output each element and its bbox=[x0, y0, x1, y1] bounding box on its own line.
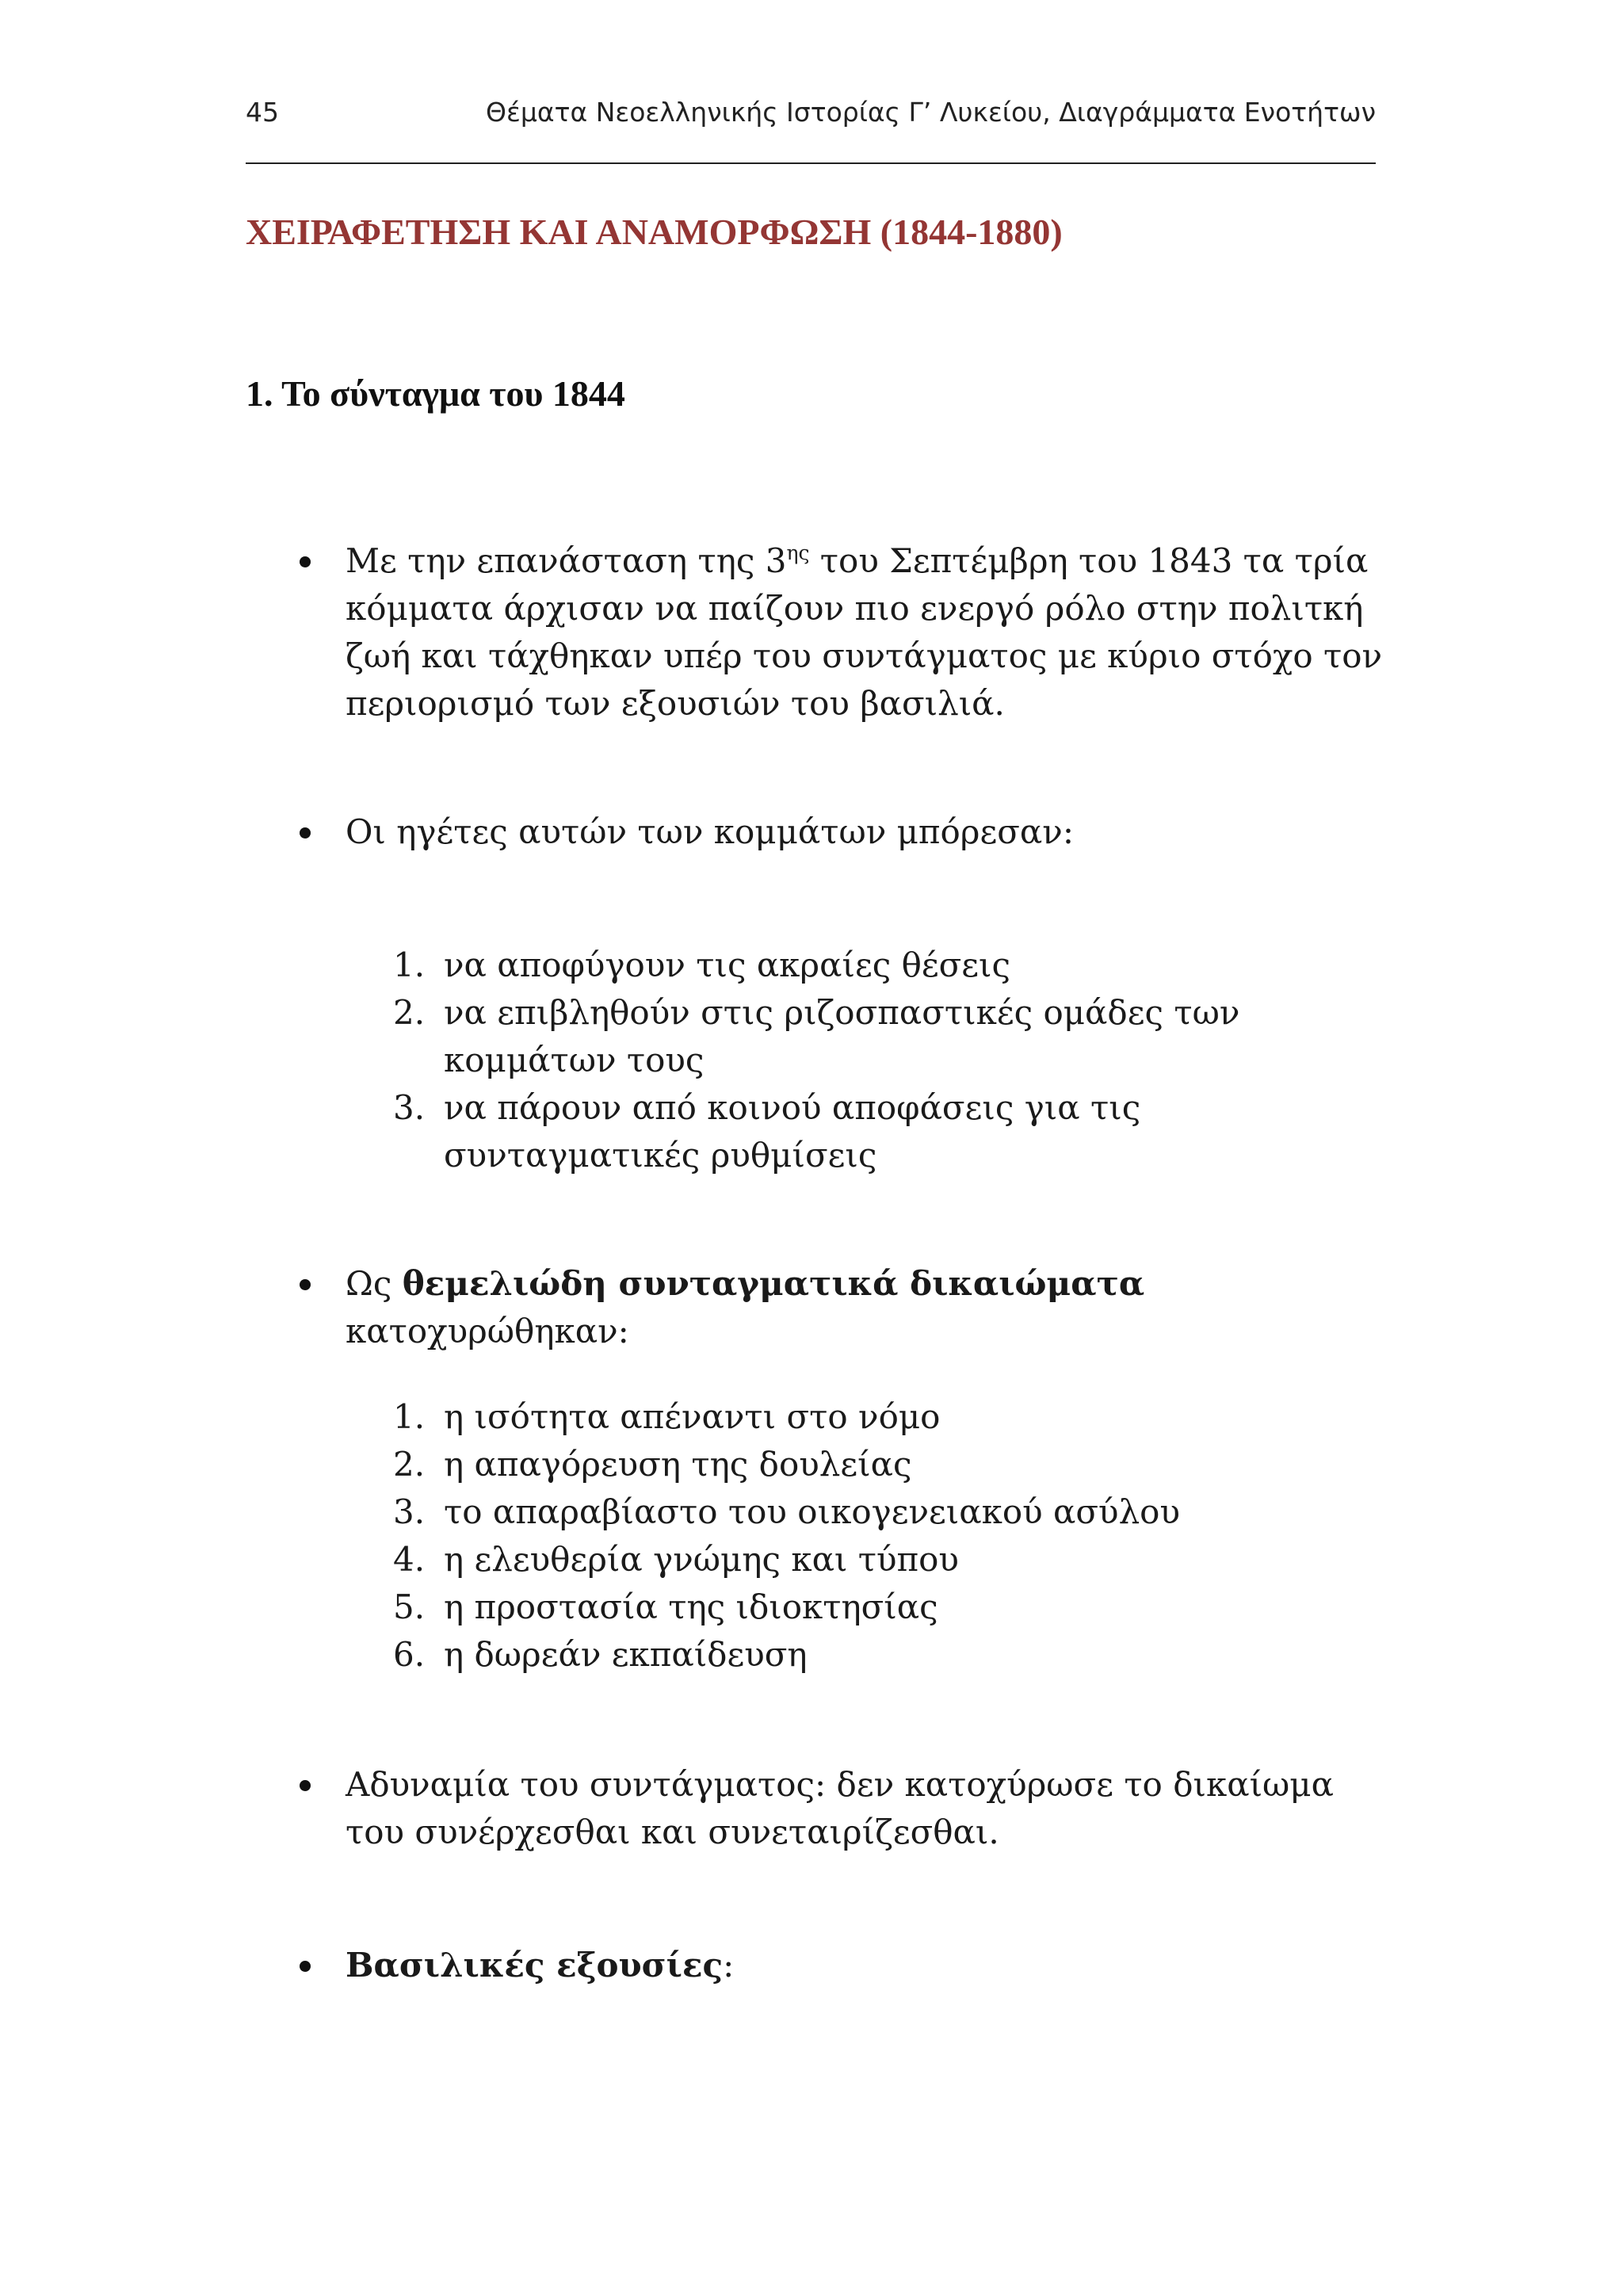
bullet-dot-icon bbox=[300, 1279, 311, 1290]
list-number: 3. bbox=[393, 1492, 426, 1531]
bullet-text bbox=[346, 1260, 1393, 1355]
bullet-text: Οι ηγέτες αυτών των κομμάτων μπόρεσαν: bbox=[346, 812, 1074, 851]
bullet-leaders bbox=[300, 808, 1393, 856]
list-number: 2. bbox=[393, 1445, 426, 1484]
bullet-text-part: Ως bbox=[346, 1264, 403, 1303]
list-number: 4. bbox=[393, 1540, 426, 1579]
bold-phrase: Βασιλικές εξουσίες bbox=[346, 1946, 724, 1985]
list-item bbox=[393, 1393, 1392, 1441]
page-number: 45 bbox=[246, 97, 279, 128]
bullet-dot-icon bbox=[300, 1961, 311, 1972]
bullet-dot-icon bbox=[300, 827, 311, 839]
running-header bbox=[246, 97, 1376, 136]
section-title: 1. Το σύνταγμα του 1844 bbox=[246, 373, 625, 414]
list-item bbox=[393, 1584, 1392, 1631]
bullet-text-part: Με την επανάσταση της 3 bbox=[346, 541, 787, 580]
bullet-text-part: κατοχυρώθηκαν: bbox=[346, 1312, 629, 1350]
list-item bbox=[393, 1536, 1392, 1584]
bullet-rights bbox=[300, 1260, 1393, 1355]
header-title: Θέματα Νεοελληνικής Ιστορίας Γ’ Λυκείου, Διαγράμματα Ενοτήτων bbox=[486, 97, 1376, 128]
header-divider bbox=[246, 162, 1376, 164]
list-number: 2. bbox=[393, 993, 426, 1032]
list-text: το απαραβίαστο του οικογενειακού ασύλου bbox=[444, 1492, 1181, 1531]
bullet-royal-powers bbox=[300, 1942, 1393, 1989]
list-item bbox=[393, 1084, 1392, 1179]
rights-list bbox=[393, 1393, 1392, 1679]
list-item bbox=[393, 942, 1392, 989]
list-number: 3. bbox=[393, 1088, 426, 1127]
list-item bbox=[393, 1441, 1392, 1488]
list-text: η προστασία της ιδιοκτησίας bbox=[444, 1587, 938, 1626]
chapter-title: ΧΕΙΡΑΦΕΤΗΣΗ ΚΑΙ ΑΝΑΜΟΡΦΩΣΗ (1844-1880) bbox=[246, 212, 1063, 252]
bullet-weakness bbox=[300, 1761, 1393, 1856]
bullet-text-part: : bbox=[723, 1946, 735, 1985]
list-text: να επιβληθούν στις ριζοσπαστικές ομάδες των κομμάτων τους bbox=[444, 993, 1240, 1079]
bold-phrase: θεμελιώδη συνταγματικά δικαιώματα bbox=[402, 1264, 1145, 1303]
list-item bbox=[393, 989, 1392, 1084]
list-item bbox=[393, 1488, 1392, 1536]
ordinal-superscript: ης bbox=[786, 541, 810, 564]
list-text: η ισότητα απέναντι στο νόμο bbox=[444, 1397, 941, 1436]
bullet-dot-icon bbox=[300, 556, 311, 567]
bullet-text: Αδυναμία του συντάγματος: δεν κατοχύρωσε το δικαίωμα του συνέρχεσθαι και συνεταιρίζεσθαι. bbox=[346, 1765, 1334, 1851]
list-number: 5. bbox=[393, 1587, 426, 1626]
bullet-text bbox=[346, 537, 1393, 728]
list-text: η δωρεάν εκπαίδευση bbox=[444, 1635, 808, 1674]
bullet-text bbox=[346, 1942, 1393, 1989]
list-text: η απαγόρευση της δουλείας bbox=[444, 1445, 912, 1484]
list-text: η ελευθερία γνώμης και τύπου bbox=[444, 1540, 959, 1579]
bullet-text-part: του Σεπτέμβρη του 1843 τα τρία κόμματα άρχισαν να παίζουν πιο ενεργό ρόλο στην πολιτκή ζωή και τάχθηκαν υπέρ του συντάγματος με κύριο στόχο τον περιορισμό των εξουσιών του βασιλιά. bbox=[346, 541, 1383, 723]
list-number: 1. bbox=[393, 946, 426, 984]
bullet-dot-icon bbox=[300, 1780, 311, 1791]
list-item bbox=[393, 1631, 1392, 1679]
list-text: να πάρουν από κοινού αποφάσεις για τις συνταγματικές ρυθμίσεις bbox=[444, 1088, 1141, 1175]
bullet-revolution bbox=[300, 537, 1393, 728]
leaders-list bbox=[393, 942, 1392, 1179]
list-text: να αποφύγουν τις ακραίες θέσεις bbox=[444, 946, 1011, 984]
list-number: 1. bbox=[393, 1397, 426, 1436]
list-number: 6. bbox=[393, 1635, 426, 1674]
